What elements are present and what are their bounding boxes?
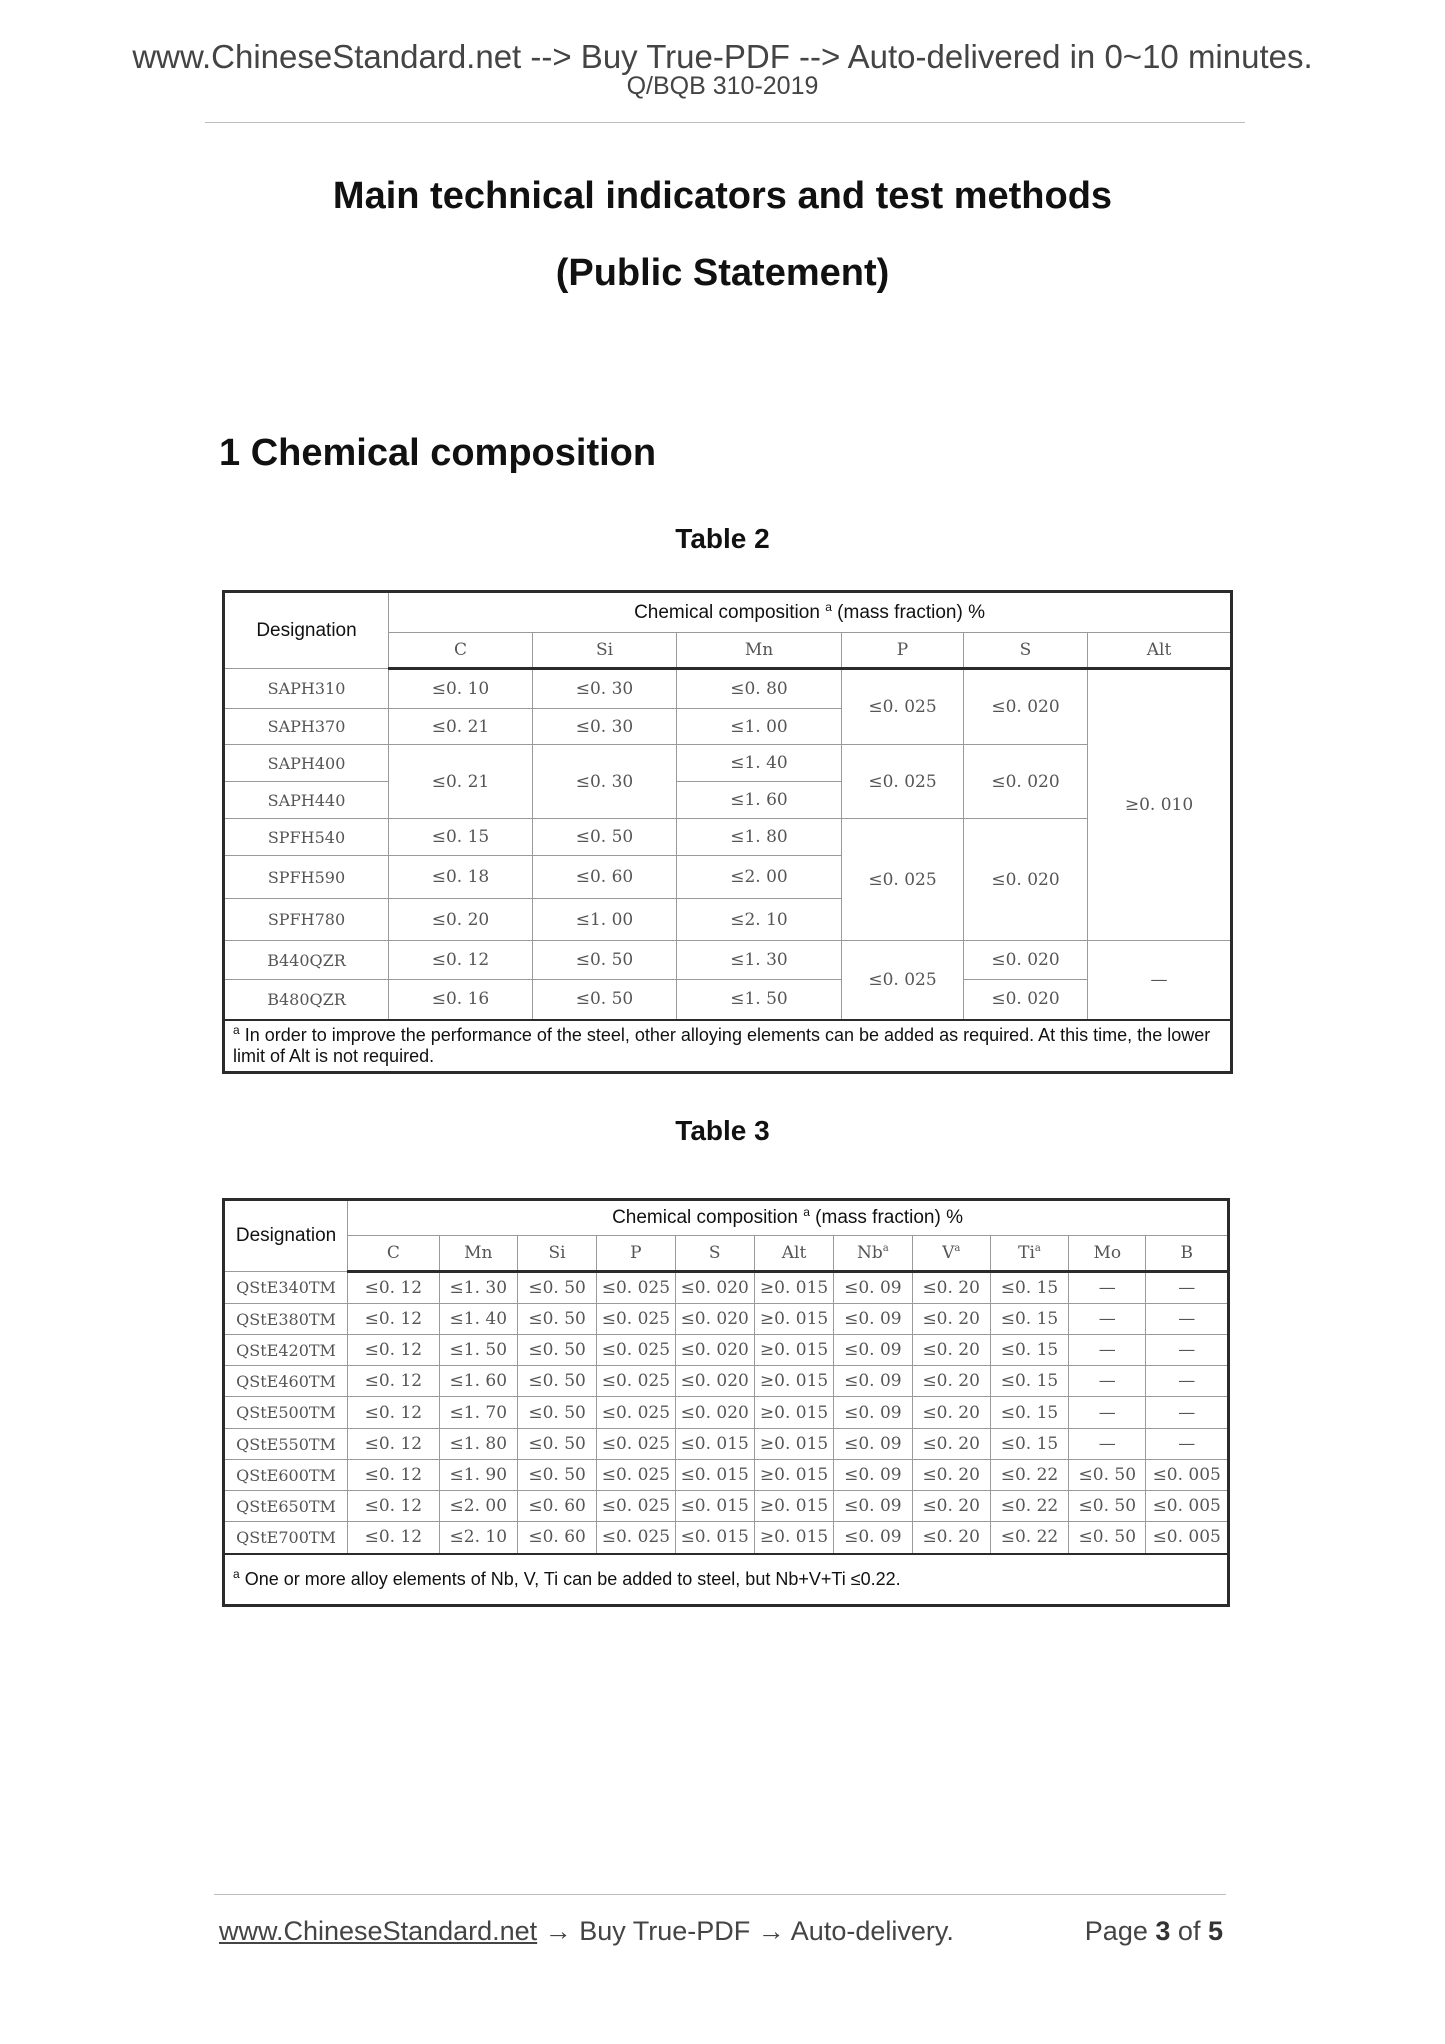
table-row bbox=[224, 980, 1232, 1020]
designation-cell: QStE650TM bbox=[224, 1491, 348, 1522]
arrow-icon: → bbox=[757, 1916, 785, 1946]
value-cell: ≤0. 005 bbox=[1146, 1522, 1229, 1554]
value-cell: ≥0. 010 bbox=[1088, 669, 1232, 941]
value-cell: ≤0. 09 bbox=[834, 1304, 912, 1335]
value-cell: ≤0. 09 bbox=[834, 1429, 912, 1460]
document-number: Q/BQB 310-2019 bbox=[626, 72, 819, 100]
value-cell: ≤0. 09 bbox=[834, 1460, 912, 1491]
value-cell: ≤0. 15 bbox=[990, 1272, 1068, 1304]
value-cell: ≤0. 025 bbox=[597, 1460, 675, 1491]
column-header-ti: Ti$^a$ bbox=[990, 1236, 1068, 1272]
page-total: 5 bbox=[1207, 1916, 1223, 1946]
designation-cell: SPFH780 bbox=[224, 899, 389, 941]
value-cell: ≤1. 80 bbox=[677, 819, 842, 856]
value-cell: ≤0. 50 bbox=[1069, 1491, 1146, 1522]
value-cell: ≤0. 020 bbox=[964, 669, 1088, 745]
value-cell: ≤0. 015 bbox=[675, 1491, 754, 1522]
table-row bbox=[224, 1304, 1229, 1335]
table-row bbox=[224, 1335, 1229, 1366]
value-cell: — bbox=[1088, 941, 1232, 1020]
value-cell: ≤0. 09 bbox=[834, 1397, 912, 1429]
value-cell: ≤0. 50 bbox=[533, 941, 677, 980]
value-cell: ≤0. 015 bbox=[675, 1460, 754, 1491]
column-header-mn: Mn bbox=[439, 1236, 517, 1272]
value-cell: ≤1. 60 bbox=[439, 1366, 517, 1397]
designation-cell: QStE340TM bbox=[224, 1272, 348, 1304]
value-cell: ≤1. 40 bbox=[677, 745, 842, 782]
value-cell: ≤1. 30 bbox=[439, 1272, 517, 1304]
value-cell: ≤1. 70 bbox=[439, 1397, 517, 1429]
designation-header: Designation bbox=[224, 592, 389, 669]
value-cell: ≤0. 20 bbox=[912, 1522, 990, 1554]
table3-caption: Table 3 bbox=[675, 1115, 770, 1146]
value-cell: ≤0. 020 bbox=[675, 1397, 754, 1429]
value-cell: ≤1. 30 bbox=[677, 941, 842, 980]
value-cell: ≤0. 30 bbox=[533, 709, 677, 745]
value-cell: ≤0. 30 bbox=[533, 745, 677, 819]
value-cell: ≤0. 025 bbox=[597, 1429, 675, 1460]
column-header-mn: Mn bbox=[677, 633, 842, 669]
value-cell: — bbox=[1069, 1272, 1146, 1304]
value-cell: ≤0. 025 bbox=[597, 1522, 675, 1554]
value-cell: ≤0. 20 bbox=[912, 1335, 990, 1366]
value-cell: ≥0. 015 bbox=[754, 1460, 833, 1491]
value-cell: ≤0. 020 bbox=[964, 819, 1088, 941]
value-cell: ≤0. 025 bbox=[597, 1304, 675, 1335]
value-cell: ≤1. 80 bbox=[439, 1429, 517, 1460]
footer-link[interactable]: www.ChineseStandard.net bbox=[219, 1916, 538, 1946]
value-cell: ≤0. 15 bbox=[990, 1304, 1068, 1335]
value-cell: ≤0. 50 bbox=[517, 1397, 596, 1429]
table2-footnote: $^a$ In order to improve the performance of the steel, other alloying elements can be added as required. At this time, the lower limit of Alt is not required. bbox=[224, 1020, 1232, 1073]
value-cell: ≤2. 10 bbox=[439, 1522, 517, 1554]
value-cell: — bbox=[1146, 1366, 1229, 1397]
value-cell: ≤0. 015 bbox=[675, 1522, 754, 1554]
value-cell: ≤0. 12 bbox=[348, 1429, 440, 1460]
value-cell: ≤2. 10 bbox=[677, 899, 842, 941]
column-header-c: C bbox=[348, 1236, 440, 1272]
page-current: 3 bbox=[1155, 1916, 1171, 1946]
value-cell: ≤0. 20 bbox=[912, 1397, 990, 1429]
value-cell: ≤0. 12 bbox=[348, 1397, 440, 1429]
value-cell: ≤1. 50 bbox=[439, 1335, 517, 1366]
value-cell: ≤0. 20 bbox=[912, 1491, 990, 1522]
value-cell: ≤1. 00 bbox=[677, 709, 842, 745]
value-cell: — bbox=[1146, 1429, 1229, 1460]
value-cell: ≤0. 12 bbox=[389, 941, 533, 980]
designation-cell: SPFH590 bbox=[224, 856, 389, 899]
value-cell: — bbox=[1146, 1335, 1229, 1366]
value-cell: — bbox=[1069, 1304, 1146, 1335]
value-cell: ≤0. 16 bbox=[389, 980, 533, 1020]
value-cell: ≤2. 00 bbox=[677, 856, 842, 899]
table2 bbox=[222, 590, 1233, 1074]
value-cell: ≤0. 020 bbox=[675, 1272, 754, 1304]
value-cell: ≤0. 020 bbox=[964, 980, 1088, 1020]
value-cell: ≤1. 40 bbox=[439, 1304, 517, 1335]
column-header-s: S bbox=[964, 633, 1088, 669]
value-cell: — bbox=[1069, 1335, 1146, 1366]
value-cell: ≤0. 15 bbox=[990, 1335, 1068, 1366]
value-cell: ≥0. 015 bbox=[754, 1366, 833, 1397]
value-cell: ≤0. 025 bbox=[597, 1366, 675, 1397]
value-cell: ≤0. 005 bbox=[1146, 1460, 1229, 1491]
designation-cell: SAPH310 bbox=[224, 669, 389, 709]
table2-caption: Table 2 bbox=[675, 523, 770, 554]
value-cell: ≤0. 22 bbox=[990, 1522, 1068, 1554]
value-cell: — bbox=[1146, 1272, 1229, 1304]
value-cell: ≤0. 025 bbox=[597, 1335, 675, 1366]
designation-cell: SAPH440 bbox=[224, 782, 389, 819]
section-heading: 1 Chemical composition bbox=[219, 432, 657, 474]
value-cell: ≤0. 15 bbox=[990, 1366, 1068, 1397]
value-cell: ≤0. 50 bbox=[533, 980, 677, 1020]
value-cell: ≤0. 015 bbox=[675, 1429, 754, 1460]
value-cell: ≤0. 12 bbox=[348, 1304, 440, 1335]
table-row bbox=[224, 1460, 1229, 1491]
designation-cell: QStE600TM bbox=[224, 1460, 348, 1491]
column-header-alt: Alt bbox=[1088, 633, 1232, 669]
value-cell: ≤0. 20 bbox=[912, 1304, 990, 1335]
column-header-s: S bbox=[675, 1236, 754, 1272]
value-cell: ≥0. 015 bbox=[754, 1397, 833, 1429]
page-indicator: Page 3 of 5 bbox=[1084, 1916, 1223, 1946]
value-cell: ≤0. 21 bbox=[389, 745, 533, 819]
value-cell: ≤0. 20 bbox=[389, 899, 533, 941]
designation-cell: QStE380TM bbox=[224, 1304, 348, 1335]
arrow-icon: → bbox=[544, 1916, 572, 1946]
value-cell: ≤0. 12 bbox=[348, 1522, 440, 1554]
value-cell: ≤0. 21 bbox=[389, 709, 533, 745]
column-header-si: Si bbox=[533, 633, 677, 669]
table-row bbox=[224, 1491, 1229, 1522]
designation-cell: QStE420TM bbox=[224, 1335, 348, 1366]
table3 bbox=[222, 1198, 1230, 1607]
value-cell: ≤0. 09 bbox=[834, 1272, 912, 1304]
value-cell: ≤0. 60 bbox=[517, 1491, 596, 1522]
value-cell: ≤1. 90 bbox=[439, 1460, 517, 1491]
value-cell: ≤0. 50 bbox=[517, 1366, 596, 1397]
value-cell: ≤0. 50 bbox=[1069, 1522, 1146, 1554]
value-cell: ≤0. 15 bbox=[990, 1429, 1068, 1460]
footer-divider bbox=[214, 1894, 1226, 1895]
designation-cell: QStE460TM bbox=[224, 1366, 348, 1397]
designation-cell: SAPH400 bbox=[224, 745, 389, 782]
designation-cell: QStE550TM bbox=[224, 1429, 348, 1460]
value-cell: ≤0. 020 bbox=[675, 1304, 754, 1335]
column-header-si: Si bbox=[517, 1236, 596, 1272]
value-cell: ≤0. 50 bbox=[517, 1335, 596, 1366]
value-cell: ≤0. 020 bbox=[964, 745, 1088, 819]
column-header-p: P bbox=[842, 633, 964, 669]
value-cell: ≤0. 50 bbox=[517, 1460, 596, 1491]
value-cell: ≤0. 09 bbox=[834, 1335, 912, 1366]
value-cell: ≥0. 015 bbox=[754, 1491, 833, 1522]
value-cell: ≤0. 025 bbox=[842, 941, 964, 1020]
value-cell: ≥0. 015 bbox=[754, 1522, 833, 1554]
table-row bbox=[224, 669, 1232, 709]
composition-header: Chemical composition $^a$ (mass fraction) % bbox=[389, 592, 1232, 633]
table-row bbox=[224, 941, 1232, 980]
table-row bbox=[224, 1397, 1229, 1429]
value-cell: ≥0. 015 bbox=[754, 1304, 833, 1335]
table-row bbox=[224, 819, 1232, 856]
designation-header: Designation bbox=[224, 1200, 348, 1272]
table-row bbox=[224, 745, 1232, 782]
value-cell: ≥0. 015 bbox=[754, 1429, 833, 1460]
table-row bbox=[224, 1366, 1229, 1397]
value-cell: ≤0. 50 bbox=[517, 1272, 596, 1304]
composition-header: Chemical composition $^a$ (mass fraction) % bbox=[348, 1200, 1229, 1236]
value-cell: ≤0. 020 bbox=[675, 1335, 754, 1366]
value-cell: ≤0. 020 bbox=[964, 941, 1088, 980]
designation-cell: SPFH540 bbox=[224, 819, 389, 856]
column-header-p: P bbox=[597, 1236, 675, 1272]
page-title: Main technical indicators and test methods bbox=[332, 175, 1113, 217]
column-header-v: $V^a$ bbox=[912, 1236, 990, 1272]
value-cell: ≤0. 22 bbox=[990, 1491, 1068, 1522]
value-cell: ≤1. 00 bbox=[533, 899, 677, 941]
value-cell: ≤0. 12 bbox=[348, 1460, 440, 1491]
value-cell: ≤0. 09 bbox=[834, 1522, 912, 1554]
value-cell: — bbox=[1146, 1397, 1229, 1429]
value-cell: ≤0. 18 bbox=[389, 856, 533, 899]
page-subtitle: (Public Statement) bbox=[555, 252, 890, 294]
value-cell: ≤0. 80 bbox=[677, 669, 842, 709]
table-row bbox=[224, 1272, 1229, 1304]
value-cell: ≤0. 005 bbox=[1146, 1491, 1229, 1522]
column-header-nb: Nb$^a$ bbox=[834, 1236, 912, 1272]
value-cell: ≤0. 22 bbox=[990, 1460, 1068, 1491]
value-cell: ≤0. 09 bbox=[834, 1491, 912, 1522]
footer-promo: www.ChineseStandard.net → Buy True-PDF → Auto-delivery. bbox=[219, 1916, 954, 1946]
value-cell: ≤0. 60 bbox=[517, 1522, 596, 1554]
value-cell: ≤0. 020 bbox=[675, 1366, 754, 1397]
value-cell: ≤0. 20 bbox=[912, 1460, 990, 1491]
value-cell: ≤2. 00 bbox=[439, 1491, 517, 1522]
value-cell: ≤0. 50 bbox=[1069, 1460, 1146, 1491]
value-cell: ≤0. 15 bbox=[389, 819, 533, 856]
value-cell: ≤0. 12 bbox=[348, 1335, 440, 1366]
value-cell: — bbox=[1069, 1429, 1146, 1460]
value-cell: ≤0. 025 bbox=[842, 669, 964, 745]
value-cell: ≤0. 30 bbox=[533, 669, 677, 709]
value-cell: ≤0. 025 bbox=[597, 1491, 675, 1522]
value-cell: ≤0. 12 bbox=[348, 1366, 440, 1397]
header-divider bbox=[205, 122, 1245, 123]
value-cell: ≤0. 025 bbox=[597, 1397, 675, 1429]
value-cell: ≤0. 025 bbox=[597, 1272, 675, 1304]
value-cell: ≤0. 12 bbox=[348, 1272, 440, 1304]
value-cell: ≤0. 025 bbox=[842, 745, 964, 819]
column-header-alt: Alt bbox=[754, 1236, 833, 1272]
value-cell: ≤0. 10 bbox=[389, 669, 533, 709]
value-cell: ≤1. 60 bbox=[677, 782, 842, 819]
column-header-b: B bbox=[1146, 1236, 1229, 1272]
table-row bbox=[224, 1522, 1229, 1554]
value-cell: ≤0. 50 bbox=[517, 1429, 596, 1460]
value-cell: ≤0. 12 bbox=[348, 1491, 440, 1522]
value-cell: — bbox=[1146, 1304, 1229, 1335]
designation-cell: B440QZR bbox=[224, 941, 389, 980]
value-cell: ≤0. 50 bbox=[533, 819, 677, 856]
value-cell: ≤0. 60 bbox=[533, 856, 677, 899]
designation-cell: B480QZR bbox=[224, 980, 389, 1020]
column-header-c: C bbox=[389, 633, 533, 669]
designation-cell: SAPH370 bbox=[224, 709, 389, 745]
value-cell: ≤0. 50 bbox=[517, 1304, 596, 1335]
value-cell: ≤0. 025 bbox=[842, 819, 964, 941]
table-row bbox=[224, 1429, 1229, 1460]
value-cell: ≥0. 015 bbox=[754, 1272, 833, 1304]
table3-footnote: $^a$ One or more alloy elements of Nb, V, Ti can be added to steel, but Nb+V+Ti ≤0.22. bbox=[224, 1554, 1229, 1606]
value-cell: — bbox=[1069, 1397, 1146, 1429]
value-cell: ≤0. 09 bbox=[834, 1366, 912, 1397]
value-cell: ≥0. 015 bbox=[754, 1335, 833, 1366]
designation-cell: QStE700TM bbox=[224, 1522, 348, 1554]
value-cell: ≤0. 20 bbox=[912, 1429, 990, 1460]
value-cell: ≤0. 15 bbox=[990, 1397, 1068, 1429]
value-cell: — bbox=[1069, 1366, 1146, 1397]
value-cell: ≤1. 50 bbox=[677, 980, 842, 1020]
value-cell: ≤0. 20 bbox=[912, 1366, 990, 1397]
designation-cell: QStE500TM bbox=[224, 1397, 348, 1429]
column-header-mo: Mo bbox=[1069, 1236, 1146, 1272]
value-cell: ≤0. 20 bbox=[912, 1272, 990, 1304]
banner-text: www.ChineseStandard.net --> Buy True-PDF --> Auto-delivered in 0~10 minutes. bbox=[132, 38, 1313, 75]
